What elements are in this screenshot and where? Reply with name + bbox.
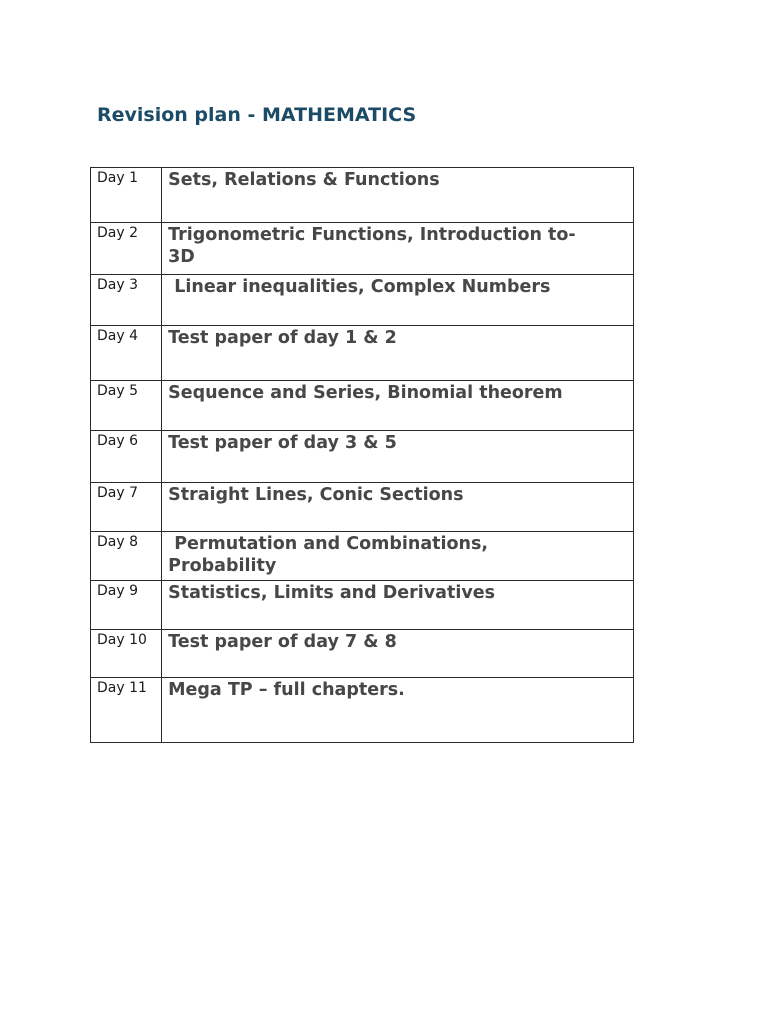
topic-text: Permutation and Combinations, Probability — [168, 534, 489, 576]
table-row — [91, 223, 634, 275]
day-cell — [91, 168, 162, 223]
table-row — [91, 581, 634, 630]
day-label: Day 3 — [97, 277, 139, 293]
topic-cell — [162, 483, 634, 532]
table-row — [91, 275, 634, 326]
day-cell — [91, 532, 162, 581]
day-cell — [91, 581, 162, 630]
topic-cell — [162, 326, 634, 381]
day-cell — [91, 678, 162, 743]
topic-cell — [162, 630, 634, 678]
day-label: Day 11 — [97, 680, 147, 696]
topic-cell — [162, 168, 634, 223]
day-label: Day 2 — [97, 225, 139, 241]
day-label: Day 5 — [97, 383, 139, 399]
topic-text: Sequence and Series, Binomial theorem — [168, 383, 563, 403]
day-label: Day 8 — [97, 534, 139, 550]
day-cell — [91, 431, 162, 483]
day-cell — [91, 275, 162, 326]
day-label: Day 4 — [97, 328, 139, 344]
topic-cell — [162, 381, 634, 431]
topic-text: Linear inequalities, Complex Numbers — [168, 277, 551, 297]
topic-cell — [162, 223, 634, 275]
table-row — [91, 326, 634, 381]
topic-cell — [162, 678, 634, 743]
day-label: Day 6 — [97, 433, 139, 449]
day-cell — [91, 381, 162, 431]
topic-text: Straight Lines, Conic Sections — [168, 485, 464, 505]
table-row — [91, 431, 634, 483]
day-label: Day 1 — [97, 170, 139, 186]
table-row — [91, 168, 634, 223]
revision-plan-table — [90, 167, 634, 743]
page-title: Revision plan - MATHEMATICS — [97, 104, 417, 126]
day-label: Day 7 — [97, 485, 139, 501]
topic-text: Trigonometric Functions, Introduction to- 3D — [168, 225, 576, 267]
day-cell — [91, 326, 162, 381]
table-row — [91, 483, 634, 532]
table-row — [91, 532, 634, 581]
topic-text: Sets, Relations & Functions — [168, 170, 440, 190]
table-row — [91, 381, 634, 431]
topic-cell — [162, 275, 634, 326]
topic-cell — [162, 581, 634, 630]
day-cell — [91, 630, 162, 678]
topic-text: Test paper of day 7 & 8 — [168, 632, 397, 652]
topic-text: Statistics, Limits and Derivatives — [168, 583, 496, 603]
topic-text: Mega TP – full chapters. — [168, 680, 405, 700]
day-label: Day 10 — [97, 632, 147, 648]
topic-text: Test paper of day 3 & 5 — [168, 433, 397, 453]
day-label: Day 9 — [97, 583, 139, 599]
table-row — [91, 678, 634, 743]
day-cell — [91, 483, 162, 532]
topic-cell — [162, 431, 634, 483]
table-row — [91, 630, 634, 678]
day-cell — [91, 223, 162, 275]
topic-text: Test paper of day 1 & 2 — [168, 328, 397, 348]
topic-cell — [162, 532, 634, 581]
